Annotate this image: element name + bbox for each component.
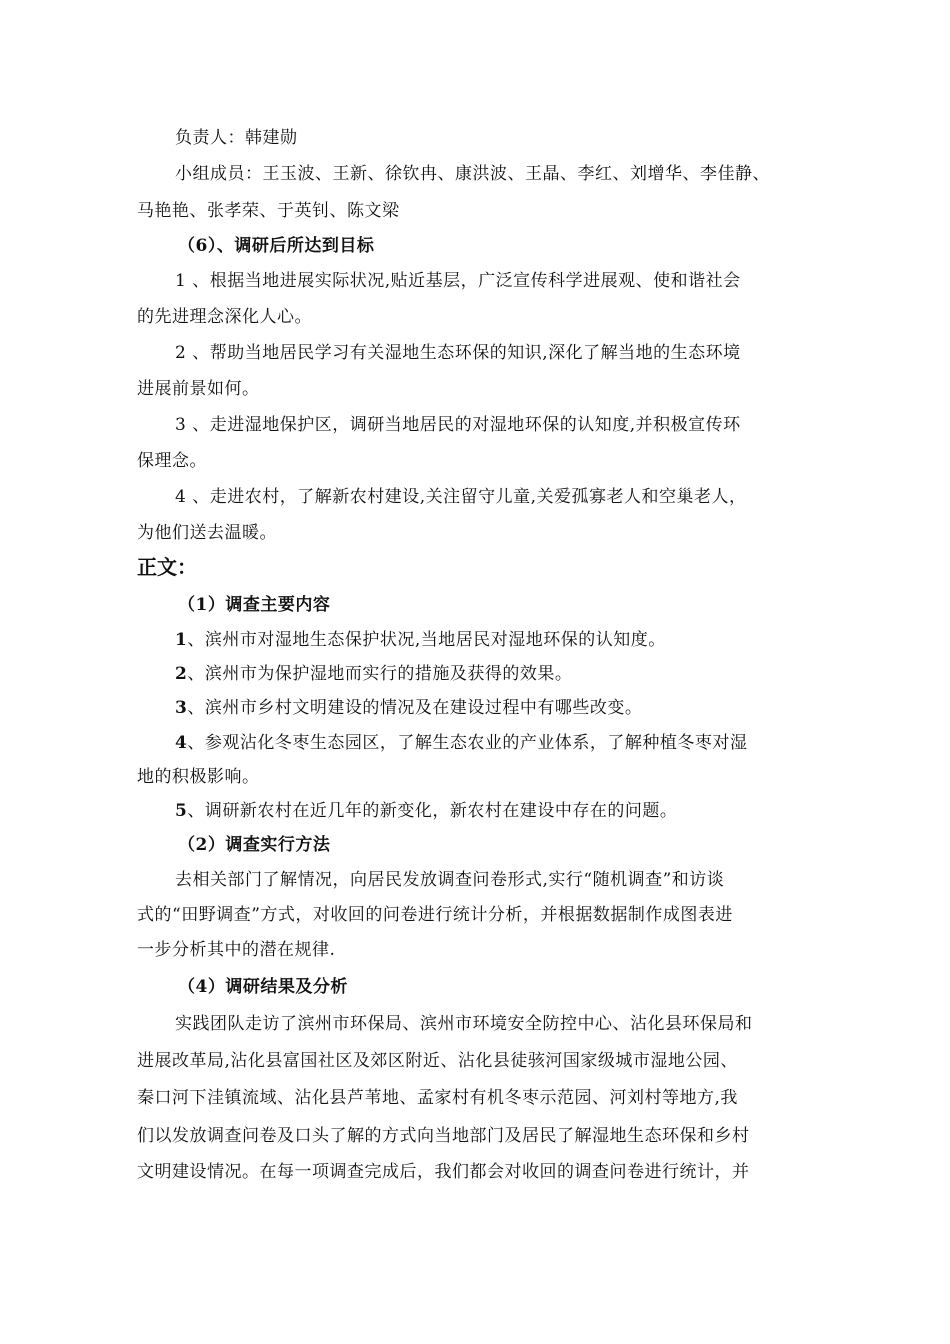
- goal-2-line-1: 2 、帮助当地居民学习有关湿地生态环保的知识,深化了解当地的生态环境: [175, 343, 741, 363]
- content-item-1: [175, 628, 666, 652]
- goal-3-line-1: 3 、走进湿地保护区，调研当地居民的对湿地环保的认知度,并积极宣传环: [175, 415, 741, 435]
- content-item-2-text: 、滨州市为保护湿地而实行的措施及获得的效果。: [187, 664, 573, 684]
- content-item-5-text: 、调研新农村在近几年的新变化，新农村在建设中存在的问题。: [187, 801, 678, 821]
- content-item-3-text: 、滨州市乡村文明建设的情况及在建设过程中有哪些改变。: [187, 698, 643, 718]
- method-title: （2）调查实行方法: [178, 835, 331, 855]
- content-item-5-num: 5: [175, 801, 188, 821]
- method-line-3: 一步分析其中的潜在规律.: [137, 940, 336, 960]
- responsible-name: 韩建勋: [245, 128, 298, 148]
- content-item-4-num: 4: [175, 733, 188, 753]
- goal-2-line-2: 进展前景如何。: [137, 379, 260, 399]
- content-item-1-text: 、滨州市对湿地生态保护状况,当地居民对湿地环保的认知度。: [187, 630, 666, 650]
- goal-1-line-1: 1 、根据当地进展实际状况,贴近基层，广泛宣传科学进展观、使和谐社会: [175, 271, 741, 291]
- results-line-3: 秦口河下洼镇流域、沾化县芦苇地、孟家村有机冬枣示范园、河刘村等地方,我: [137, 1088, 738, 1108]
- results-line-1: 实践团队走访了滨州市环保局、滨州市环境安全防控中心、沾化县环保局和: [175, 1014, 753, 1034]
- content-item-4: [175, 731, 747, 755]
- responsible-label: 负责人：: [175, 128, 245, 148]
- goal-3-line-2: 保理念。: [137, 451, 207, 471]
- content-item-3: [175, 696, 642, 720]
- results-title: （4）调研结果及分析: [178, 977, 348, 997]
- members-line-2: 马艳艳、张孝荣、于英钊、陈文梁: [137, 201, 400, 221]
- results-line-5: 文明建设情况。在每一项调查完成后，我们都会对收回的调查问卷进行统计，并: [137, 1162, 750, 1182]
- body-heading: 正文：: [137, 555, 197, 579]
- content-item-2-num: 2: [175, 664, 188, 684]
- method-line-2: 式的“田野调查”方式，对收回的问卷进行统计分析，并根据数据制作成图表进: [137, 905, 733, 925]
- content-title: （1）调查主要内容: [178, 595, 331, 615]
- goal-4-line-2: 为他们送去温暖。: [137, 523, 277, 543]
- method-line-1: 去相关部门了解情况，向居民发放调查问卷形式,实行“随机调查”和访谈: [175, 870, 725, 890]
- members-line-1: 小组成员：王玉波、王新、徐钦冉、康洪波、王晶、李红、刘增华、李佳静、: [175, 164, 770, 184]
- content-item-5: [175, 799, 677, 823]
- results-line-2: 进展改革局,沾化县富国社区及郊区附近、沾化县徒骇河国家级城市湿地公园、: [137, 1051, 738, 1071]
- goals-title: （6）、调研后所达到目标: [178, 236, 375, 256]
- content-item-1-num: 1: [175, 630, 188, 650]
- goal-1-line-2: 的先进理念深化人心。: [137, 307, 312, 327]
- content-item-4-text: 、参观沾化冬枣生态园区，了解生态农业的产业体系，了解种植冬枣对湿: [187, 733, 748, 753]
- content-item-2: [175, 662, 572, 686]
- goal-4-line-1: 4 、走进农村，了解新农村建设,关注留守儿童,关爱孤寡老人和空巢老人，: [175, 487, 747, 507]
- responsible-line: [175, 126, 298, 150]
- results-line-4: 们以发放调查问卷及口头了解的方式向当地部门及居民了解湿地生态环保和乡村: [137, 1126, 750, 1146]
- content-item-4-line-2: 地的积极影响。: [137, 767, 260, 787]
- content-item-3-num: 3: [175, 698, 188, 718]
